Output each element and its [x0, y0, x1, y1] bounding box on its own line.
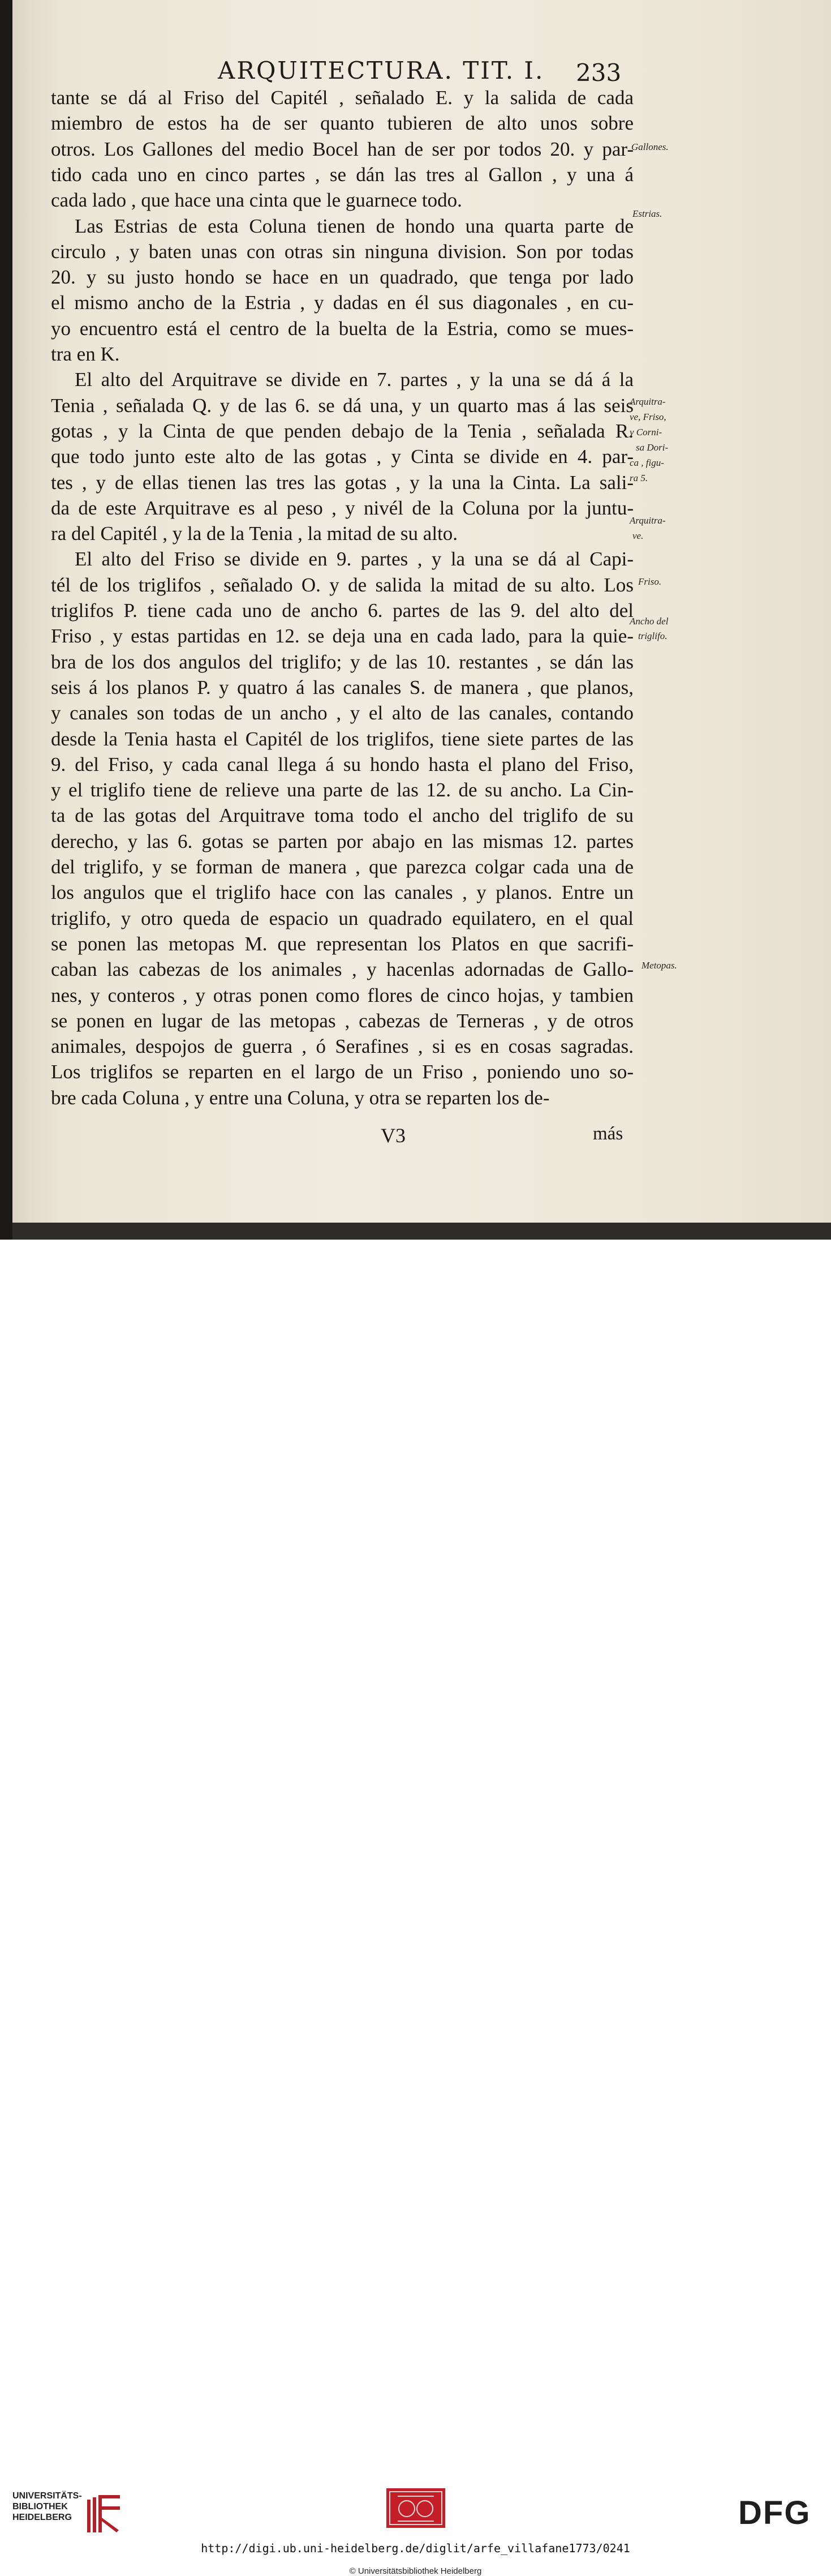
text-line: caban las cabezas de los animales , y hacenlas adornadas de Gallo-	[51, 958, 634, 980]
viewer-footer	[0, 1240, 831, 2576]
library-line-3: HEIDELBERG	[12, 2513, 72, 2522]
copyright: © Universitätsbibliothek Heidelberg	[349, 2566, 482, 2576]
episteme-logo	[386, 2488, 445, 2528]
text-line: del triglifo, y se forman de manera , que parezca colgar cada una de	[51, 856, 634, 878]
text-line: el mismo ancho de la Estria , y dadas en él sus diagonales , en cu-	[51, 292, 634, 314]
text-line: cada lado , que hace una cinta que le guarnece todo.	[51, 189, 462, 211]
text-line: animales, despojos de guerra , ó Serafines , si es en cosas sagradas.	[51, 1035, 634, 1057]
text-line: 9. del Friso, y cada canal llega á su hondo hasta el plano del Friso,	[51, 753, 634, 775]
margin-note-arquitrave-2-l2: ve.	[632, 530, 644, 541]
margin-note-estrias: Estrias.	[632, 208, 662, 219]
margin-note-arquitrave-2-l1: Arquitra-	[630, 515, 666, 526]
text-line: tante se dá al Friso del Capitél , señalado E. y la salida de cada	[51, 87, 634, 109]
margin-note-friso: Friso.	[638, 576, 662, 587]
running-title: ARQUITECTURA. TIT. I.	[218, 57, 545, 84]
signature-mark: V3	[381, 1124, 406, 1147]
episteme-emblem-icon	[386, 2488, 445, 2528]
text-line: derecho, y las 6. gotas se parten por abajo en las mismas 12. partes	[51, 830, 634, 852]
book-edge	[0, 0, 12, 1240]
text-line: desde la Tenia hasta el Capitél de los triglifos, tiene siete partes de las	[51, 728, 634, 750]
text-line: tes , y de ellas tienen las tres las gotas , y la una la Cinta. La sali-	[51, 472, 634, 494]
margin-note-arquitrave-l2: ve, Friso,	[630, 412, 666, 422]
text-line: Las Estrias de esta Coluna tienen de hondo una quarta parte de	[75, 215, 634, 237]
text-line: y el triglifo tiene de relieve una parte de las 12. de su ancho. La Cin-	[51, 779, 634, 801]
text-line: tél de los triglifos , señalado O. y de salida la mitad de su alto. Los	[51, 574, 634, 596]
text-line: tra en K.	[51, 343, 120, 365]
text-line: gotas , y la Cinta de que penden debajo de la Tenia , señalada R.	[51, 420, 634, 442]
margin-note-metopas: Metopas.	[641, 960, 677, 971]
text-line: circulo , y baten unas con otras sin ninguna division. Son por todas	[51, 241, 634, 263]
text-line: ra del Capitél , y la de la Tenia , la mitad de su alto.	[51, 522, 458, 545]
margin-note-gallones: Gallones.	[631, 142, 669, 152]
library-line-2: BIBLIOTHEK	[12, 2502, 68, 2511]
text-line: tido cada uno en cinco partes , se dán las tres al Gallon , y una á	[51, 164, 634, 186]
university-library-name	[12, 2491, 82, 2523]
catchword: más	[593, 1124, 623, 1144]
text-line: triglifos P. tiene cada uno de ancho 6. partes de las 9. del alto del	[51, 599, 634, 622]
text-line: que todo junto este alto de las gotas , y Cinta se divide en 4. par-	[51, 445, 634, 468]
text-line: bra de los dos angulos del triglifo; y de las 10. restantes , se dán las	[51, 651, 634, 673]
text-line: El alto del Arquitrave se divide en 7. partes , y la una se dá á la	[75, 368, 634, 391]
text-line: se ponen las metopas M. que representan los Platos en que sacrifi-	[51, 933, 634, 955]
library-line-1: UNIVERSITÄTS-	[12, 2491, 82, 2501]
text-line: triglifo, y otro queda de espacio un quadrado equilatero, en el qual	[51, 907, 634, 929]
text-line: yo encuentro está el centro de la buelta de la Estria, como se mues-	[51, 318, 634, 340]
margin-note-arquitrave-l5: ca , figu-	[630, 457, 664, 468]
permalink[interactable]: http://digi.ub.uni-heidelberg.de/diglit/arfe_villafane1773/0241	[201, 2541, 630, 2555]
text-line: nes, y conteros , y otras ponen como flores de cinco hojas, y tambien	[51, 984, 634, 1006]
text-line: 20. y su justo hondo se hace en un quadrado, que tenga por lado	[51, 266, 634, 288]
library-emblem-icon	[87, 2495, 120, 2532]
text-line: bre cada Coluna , y entre una Coluna, y otra se reparten los de-	[51, 1087, 550, 1109]
text-line: ta de las gotas del Arquitrave toma todo el ancho del triglifo de su	[51, 804, 634, 826]
text-line: seis á los planos P. y quatro á las canales S. de manera , que planos,	[51, 676, 634, 698]
margin-note-arquitrave-l6: ra 5.	[630, 473, 648, 483]
text-line: miembro de estos ha de ser quanto tubieren de alto unos sobre	[51, 112, 634, 134]
text-line: Los triglifos se reparten en el largo de un Friso , poniendo uno so-	[51, 1061, 634, 1083]
page-number: 233	[576, 59, 622, 87]
scanned-page	[0, 0, 831, 1240]
text-line: se ponen en lugar de las metopas , cabezas de Terneras , y de otros	[51, 1010, 634, 1032]
margin-note-ancho-l1: Ancho del	[630, 616, 669, 627]
margin-note-ancho-l2: triglifo.	[638, 631, 668, 641]
text-line: da de este Arquitrave es al peso , y nivél de la Coluna por la juntu-	[51, 497, 634, 519]
text-line: los angulos que el triglifo hace con las canales , y planos. Entre un	[51, 881, 634, 903]
text-line: Friso , y estas partidas en 12. se deja una en cada lado, para la quie-	[51, 625, 634, 647]
margin-note-arquitrave-l3: y Corni-	[630, 427, 662, 438]
text-line: Tenia , señalada Q. y de las 6. se dá una, y un quarto mas á las seis	[51, 395, 634, 417]
text-line: y canales son todas de un ancho , y el alto de las canales, contando	[51, 702, 634, 724]
margin-note-arquitrave-l4: sa Dori-	[636, 442, 669, 453]
dfg-logo: DFG	[738, 2494, 811, 2531]
margin-note-arquitrave-l1: Arquitra-	[630, 396, 666, 407]
text-line: otros. Los Gallones del medio Bocel han de ser por todos 20. y par-	[51, 138, 634, 160]
text-line: El alto del Friso se divide en 9. partes , y la una se dá al Capi-	[75, 548, 634, 570]
